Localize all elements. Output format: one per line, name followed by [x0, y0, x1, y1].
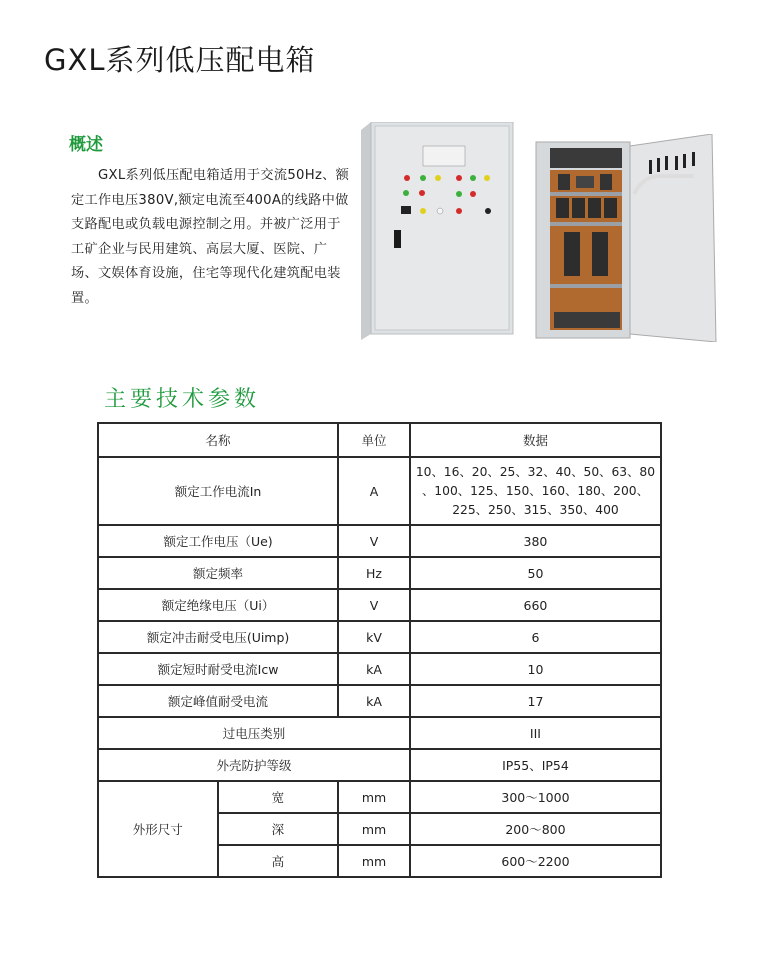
page-title: GXL系列低压配电箱 — [44, 43, 316, 77]
row-unit: kA — [338, 685, 410, 717]
overview-paragraph: GXL系列低压配电箱适用于交流50Hz、额定工作电压380V,额定电流至400A的线路中做支路配电或负载电源控制之用。并被广泛用于工矿企业与民用建筑、高层大厦、医院、广场、文娱体育设施，住宅等现代化建筑配电装置。 — [71, 168, 350, 306]
row-unit: V — [338, 525, 410, 557]
table-row — [98, 653, 661, 685]
row-name: 外壳防护等级 — [98, 749, 410, 781]
row-name: 过电压类别 — [98, 717, 410, 749]
row-unit: mm — [338, 813, 410, 845]
table-row — [98, 557, 661, 589]
dimension-label: 高 — [218, 845, 339, 877]
row-name: 额定绝缘电压（Ui） — [98, 589, 338, 621]
value-line: 225、250、315、350、400 — [452, 502, 619, 517]
table-row — [98, 749, 661, 781]
row-name: 额定峰值耐受电流 — [98, 685, 338, 717]
dimension-label: 宽 — [218, 781, 339, 813]
row-value: 6 — [410, 621, 661, 653]
row-unit: mm — [338, 845, 410, 877]
row-unit: kV — [338, 621, 410, 653]
row-value: 300～1000 — [410, 781, 661, 813]
row-value: 660 — [410, 589, 661, 621]
row-value — [410, 457, 661, 525]
value-line: 10、16、20、25、32、40、50、63、80 — [415, 464, 656, 479]
table-row — [98, 781, 661, 813]
row-unit: Hz — [338, 557, 410, 589]
spec-table — [97, 422, 662, 878]
header-unit: 单位 — [338, 423, 410, 457]
table-row — [98, 589, 661, 621]
open-cabinet-image — [534, 134, 724, 342]
dimension-label: 深 — [218, 813, 339, 845]
table-row — [98, 525, 661, 557]
row-unit: V — [338, 589, 410, 621]
row-name: 额定工作电流In — [98, 457, 338, 525]
table-row — [98, 685, 661, 717]
row-value: 17 — [410, 685, 661, 717]
closed-cabinet-image — [361, 122, 519, 340]
row-value: III — [410, 717, 661, 749]
overview-heading: 概述 — [69, 135, 103, 155]
header-data: 数据 — [410, 423, 661, 457]
row-value: 50 — [410, 557, 661, 589]
header-name: 名称 — [98, 423, 338, 457]
row-value: 200～800 — [410, 813, 661, 845]
value-line: 、100、125、150、160、180、200、 — [422, 483, 649, 498]
row-name: 额定工作电压（Ue) — [98, 525, 338, 557]
table-row — [98, 717, 661, 749]
dimensions-label: 外形尺寸 — [98, 781, 218, 877]
row-name: 额定冲击耐受电压(Uimp) — [98, 621, 338, 653]
row-name: 额定短时耐受电流Icw — [98, 653, 338, 685]
table-row — [98, 621, 661, 653]
row-value: IP55、IP54 — [410, 749, 661, 781]
row-value: 10 — [410, 653, 661, 685]
row-name: 额定频率 — [98, 557, 338, 589]
row-unit: kA — [338, 653, 410, 685]
params-heading: 主要技术参数 — [104, 387, 261, 412]
row-unit: A — [338, 457, 410, 525]
row-unit: mm — [338, 781, 410, 813]
table-header-row — [98, 423, 661, 457]
row-value: 600～2200 — [410, 845, 661, 877]
row-value: 380 — [410, 525, 661, 557]
table-row — [98, 457, 661, 525]
